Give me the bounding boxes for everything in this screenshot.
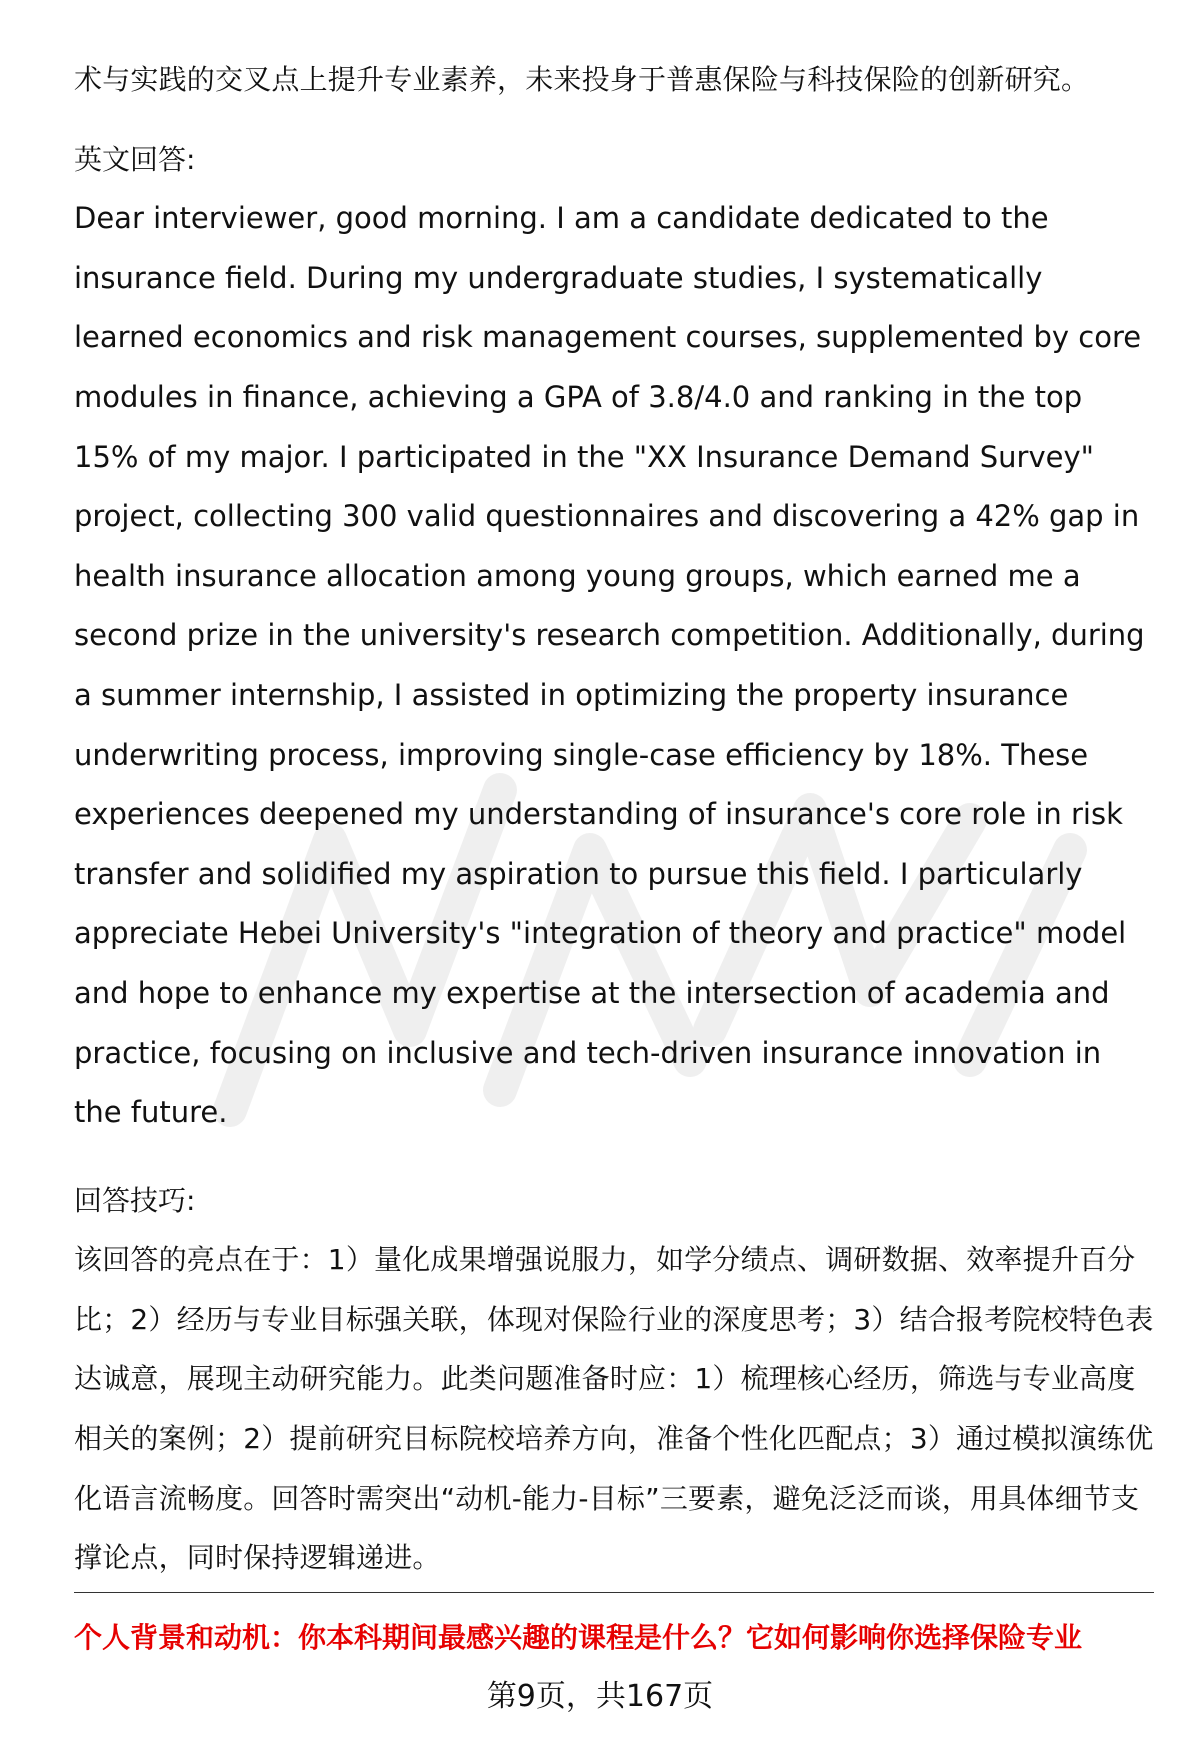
- intro-tail-paragraph: 术与实践的交叉点上提升专业素养，未来投身于普惠保险与科技保险的创新研究。: [74, 63, 1090, 96]
- section-divider: [74, 1592, 1154, 1593]
- tips-heading: 回答技巧:: [74, 1183, 196, 1217]
- document-body: [74, 50, 1154, 1588]
- english-answer-heading: 英文回答:: [74, 142, 196, 176]
- english-answer-paragraph: Dear interviewer, good morning. I am a candidate dedicated to the insurance field. During my undergraduate studies, I systematically learned economics and risk management courses, supplemented by core modules in finance, achieving a GPA of 3.8/4.0 and ranking in the top 15% of my major. I participated in the "XX Insurance Demand Survey" project, collecting 300 valid questionnaires and discovering a 42% gap in health insurance allocation among young groups, which earned me a second prize in the university's research competition. Additionally, during a summer internship, I assisted in optimizing the property insurance underwriting process, improving single-case efficiency by 18%. These experiences deepened my understanding of insurance's core role in risk transfer and solidified my aspiration to pursue this field. I particularly appreciate Hebei University's "integration of theory and practice" model and hope to enhance my expertise at the intersection of academia and practice, focusing on inclusive and tech-driven insurance innovation in the future.: [74, 201, 1145, 1130]
- page-number: 第9页，共167页: [486, 1679, 714, 1714]
- next-question-title: 个人背景和动机：你本科期间最感兴趣的课程是什么？它如何影响你选择保险专业: [74, 1621, 1083, 1654]
- tips-paragraph: 该回答的亮点在于：1）量化成果增强说服力，如学分绩点、调研数据、效率提升百分比；2）经历与专业目标强关联，体现对保险行业的深度思考；3）结合报考院校特色表达诚意，展现主动研究能力。此类问题准备时应：1）梳理核心经历，筛选与专业高度相关的案例；2）提前研究目标院校培养方向，准备个性化匹配点；3）通过模拟演练优化语言流畅度。回答时需突出“动机-能力-目标”三要素，避免泛泛而谈，用具体细节支撑论点，同时保持逻辑递进。: [74, 1243, 1154, 1575]
